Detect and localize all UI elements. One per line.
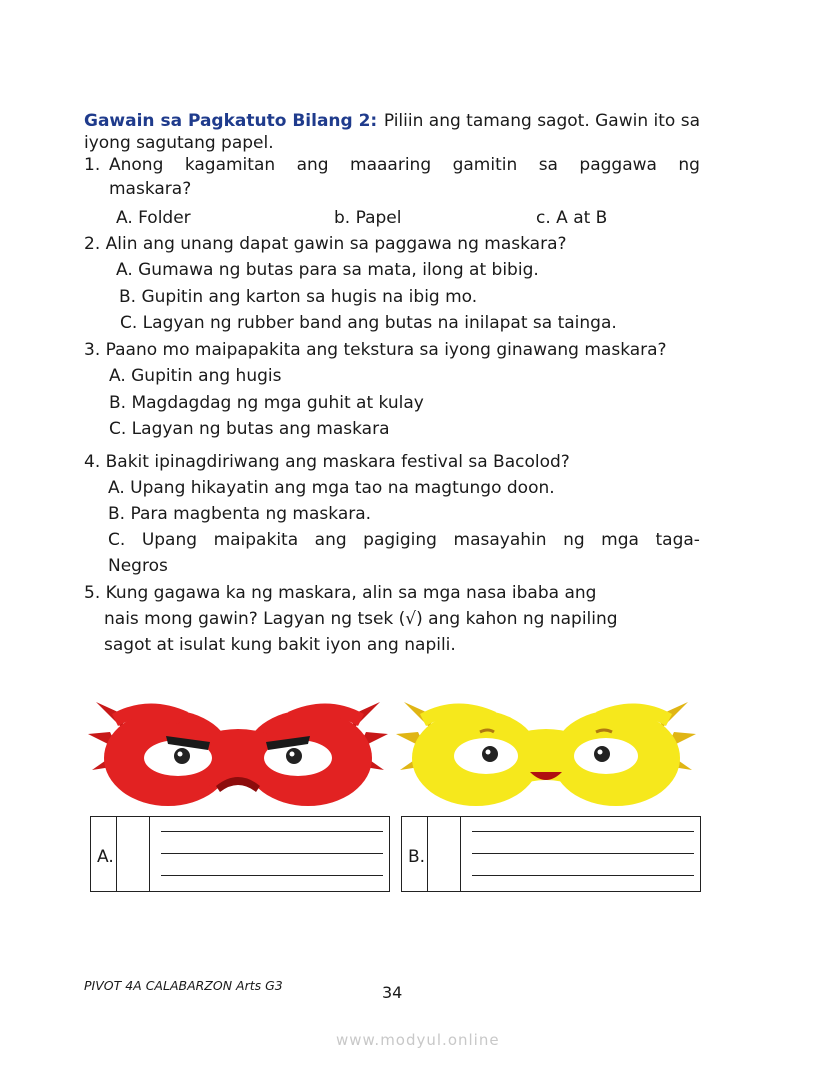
answer-b-checkbox[interactable] (427, 817, 461, 891)
q4c-word: mga (601, 530, 639, 550)
answer-a-checkbox[interactable] (116, 817, 150, 891)
q1-word: paggawa (579, 155, 657, 175)
answer-a-writing-line[interactable] (161, 853, 383, 854)
q4c-word: ng (563, 530, 585, 550)
q3-text: 3. Paano mo maipapakita ang tekstura sa iyong ginawang maskara? (84, 340, 667, 360)
answer-b-writing-line[interactable] (472, 853, 694, 854)
q1-text (109, 154, 700, 176)
answer-b-writing-line[interactable] (472, 875, 694, 876)
q1-option-b: b. Papel (334, 208, 402, 228)
q1-word: sa (538, 155, 558, 175)
q5-text-cont1: nais mong gawin? Lagyan ng tsek (√) ang kahon ng napiling (104, 609, 618, 629)
q1-word: ng (678, 155, 700, 175)
q2-option-b: B. Gupitin ang karton sa hugis na ibig mo. (119, 287, 478, 307)
q4c-word: Upang (141, 530, 198, 550)
q2-text: 2. Alin ang unang dapat gawin sa paggawa ng maskara? (84, 234, 567, 254)
q4c-word: taga- (655, 530, 700, 550)
q4-text: 4. Bakit ipinagdiriwang ang maskara festival sa Bacolod? (84, 452, 570, 472)
watermark: www.modyul.online (336, 1031, 500, 1049)
answer-a-writing-line[interactable] (161, 831, 383, 832)
answer-box-b (401, 816, 701, 892)
q4c-word: pagiging (363, 530, 437, 550)
q1-word: ang (296, 155, 329, 175)
activity-heading (84, 110, 700, 132)
q5-text-cont2: sagot at isulat kung bakit iyon ang napili. (104, 635, 456, 655)
activity-instruction-cont: iyong sagutang papel. (84, 133, 274, 153)
answer-b-writing-line[interactable] (472, 831, 694, 832)
q1-word: kagamitan (184, 155, 276, 175)
activity-title: Gawain sa Pagkatuto Bilang 2: (84, 111, 378, 131)
yellow-mask-image (396, 694, 696, 814)
q1-word: Anong (109, 155, 164, 175)
q3-option-c: C. Lagyan ng butas ang maskara (109, 419, 390, 439)
q2-option-c: C. Lagyan ng rubber band ang butas na inilapat sa tainga. (120, 313, 617, 333)
page-number: 34 (382, 983, 403, 1002)
activity-instruction: Piliin ang tamang sagot. Gawin ito sa (383, 111, 700, 131)
answer-a-writing-line[interactable] (161, 875, 383, 876)
q4-option-c (108, 529, 700, 551)
q2-option-a: A. Gumawa ng butas para sa mata, ilong at bibig. (116, 260, 539, 280)
q4c-word: ang (314, 530, 347, 550)
q1-text-cont: maskara? (109, 179, 192, 199)
red-mask-body (104, 703, 372, 806)
answer-box-a (90, 816, 390, 892)
q4c-word: C. (108, 530, 126, 550)
q1-option-c: c. A at B (536, 208, 608, 228)
red-mask-image (88, 694, 388, 814)
footer-source: PIVOT 4A CALABARZON Arts G3 (84, 978, 283, 993)
answer-b-label: B. (408, 847, 426, 867)
q3-option-b: B. Magdagdag ng mga guhit at kulay (109, 393, 424, 413)
q1-word: gamitin (452, 155, 518, 175)
q3-option-a: A. Gupitin ang hugis (109, 366, 282, 386)
q4-option-c-cont: Negros (108, 556, 168, 576)
q4-option-b: B. Para magbenta ng maskara. (108, 504, 372, 524)
q1-number: 1. (84, 155, 101, 175)
yellow-mask-body (412, 703, 680, 806)
q5-text: 5. Kung gagawa ka ng maskara, alin sa mga nasa ibaba ang (84, 583, 597, 603)
answer-a-label: A. (97, 847, 114, 867)
q4c-word: maipakita (213, 530, 299, 550)
q4-option-a: A. Upang hikayatin ang mga tao na magtungo doon. (108, 478, 555, 498)
q1-word: maaaring (350, 155, 432, 175)
q4c-word: masayahin (453, 530, 547, 550)
q1-option-a: A. Folder (116, 208, 191, 228)
